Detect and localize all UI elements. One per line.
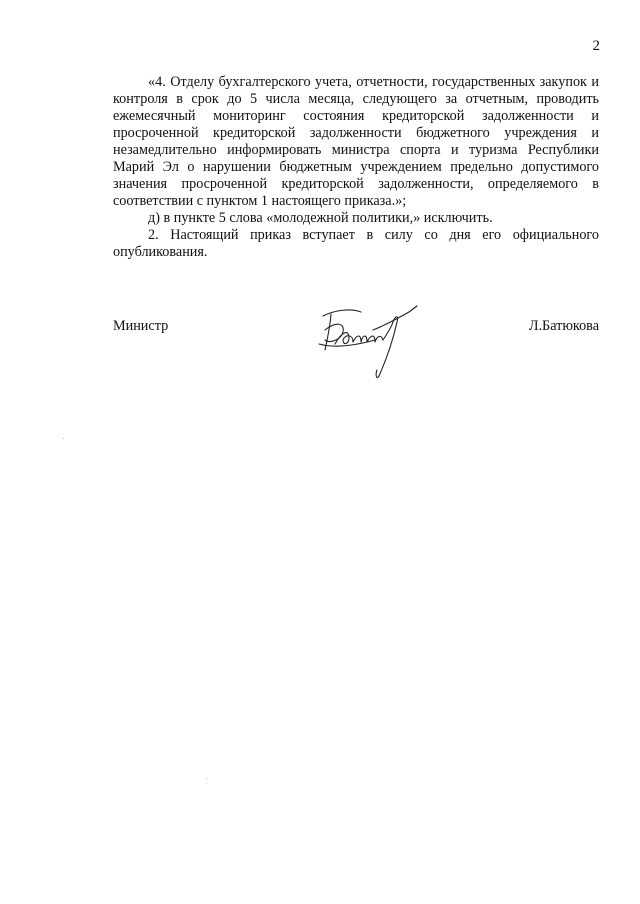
page-number: 2 [592,38,600,54]
signature-icon [313,300,433,382]
paragraph-item-4-amendment: «4. Отделу бухгалтерского учета, отчетности, государственных закупок и контроля в срок до 5 числа месяца, следующего за отчетным, проводить ежемесячный мониторинг состояния кредиторской задолженности и просроченной кредиторской задолженности бюджетного учреждения и незамедлительно информировать министра спорта и туризма Республики Марий Эл о нарушении бюджетным учреждением предельно допустимого значения просроченной кредиторской задолженности, определяемого в соответствии с пунктом 1 настоящего приказа.»; [113,74,599,209]
signer-position: Министр [113,318,169,334]
scan-speck [206,778,207,779]
signer-name: Л.Батюкова [528,318,599,334]
signature-block [113,300,599,390]
paragraph-entry-into-force: 2. Настоящий приказ вступает в силу со дня его официального опубликования. [113,227,599,260]
paragraph-item-d-amendment: д) в пункте 5 слова «молодежной политики,» исключить. [148,210,493,226]
scan-speck [63,438,64,439]
document-body [113,74,599,261]
